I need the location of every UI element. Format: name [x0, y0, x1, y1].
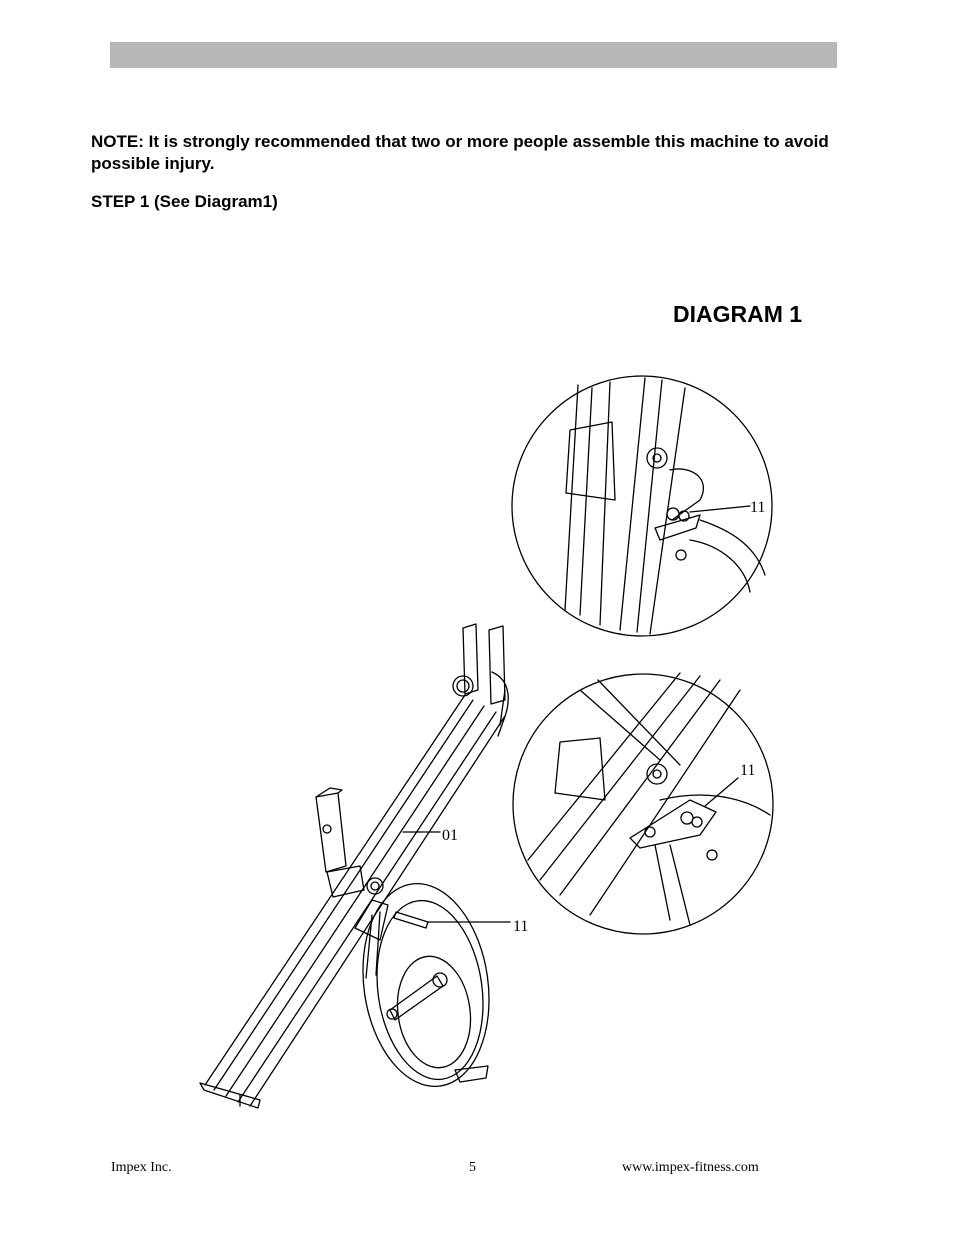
- step-heading: STEP 1 (See Diagram1): [91, 192, 278, 211]
- detail-top-illustration: [512, 376, 772, 636]
- assembly-note: NOTE: It is strongly recommended that two or more people assemble this machine to avoid possible injury.: [91, 132, 829, 173]
- footer-page-number: 5: [469, 1160, 476, 1175]
- bike-frame-illustration: [200, 624, 510, 1108]
- footer-website: www.impex-fitness.com: [622, 1160, 759, 1175]
- detail-bottom-illustration: [513, 673, 773, 934]
- footer-company: Impex Inc.: [111, 1160, 172, 1175]
- callout-11-main: 11: [513, 918, 529, 935]
- callout-11-bottom-detail: 11: [740, 762, 756, 779]
- callout-01: 01: [442, 827, 458, 844]
- diagram-title: DIAGRAM 1: [673, 301, 803, 327]
- callout-11-top-detail: 11: [750, 499, 766, 516]
